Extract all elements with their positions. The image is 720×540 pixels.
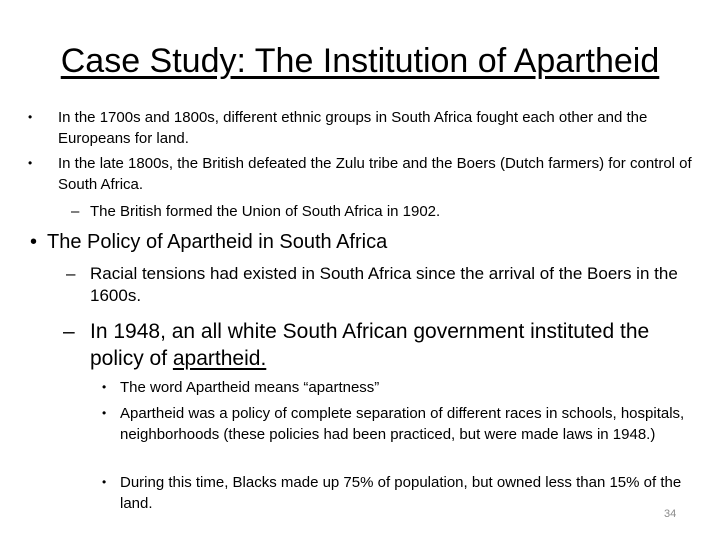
apartheid-term: apartheid. [172,347,267,370]
main-bullet-text: The Policy of Apartheid in South Africa [47,231,388,253]
bullet-dot: • [28,156,33,170]
top-sub-bullet [71,201,690,222]
page-number: 34 [664,508,677,520]
dash-marker: – [63,320,75,343]
sub-bullet-1 [66,263,700,307]
detail-bullet-2 [102,403,695,445]
top-bullet-1-text: In the 1700s and 1800s, different ethnic groups in South Africa fought each other and the Europeans for land. [58,109,648,147]
sub-bullet-1-text: Racial tensions had existed in South Africa since the arrival of the Boers in the 1600s. [90,264,678,305]
bullet-dot: • [102,406,107,420]
top-bullet-1 [28,107,698,149]
bullet-dot: • [102,475,107,489]
detail-bullet-1-text: The word Apartheid means “apartness” [120,379,380,396]
slide-title: Case Study: The Institution of Apartheid [60,42,660,80]
top-bullet-2 [28,153,698,195]
detail-bullet-3 [102,472,695,514]
detail-bullet-1 [102,377,695,398]
detail-bullet-2-text: Apartheid was a policy of complete separation of different races in schools, hospitals, neighborhoods (these policies had been practiced, but were made laws in 1948.) [120,405,685,443]
detail-bullet-3-text: During this time, Blacks made up 75% of population, but owned less than 15% of the land. [120,474,682,512]
sub-bullet-2 [63,318,700,372]
bullet-dot: • [28,110,33,124]
bullet-dot: • [30,231,38,253]
dash-marker: – [66,264,76,283]
top-sub-bullet-text: The British formed the Union of South Africa in 1902. [90,203,441,220]
main-bullet [30,229,387,255]
sub-bullet-2-text: In 1948, an all white South African government instituted the policy of [90,320,650,370]
bullet-dot: • [102,380,107,394]
dash-marker: – [71,203,80,220]
top-bullet-2-text: In the late 1800s, the British defeated the Zulu tribe and the Boers (Dutch farmers) for control of South Africa. [58,155,692,193]
